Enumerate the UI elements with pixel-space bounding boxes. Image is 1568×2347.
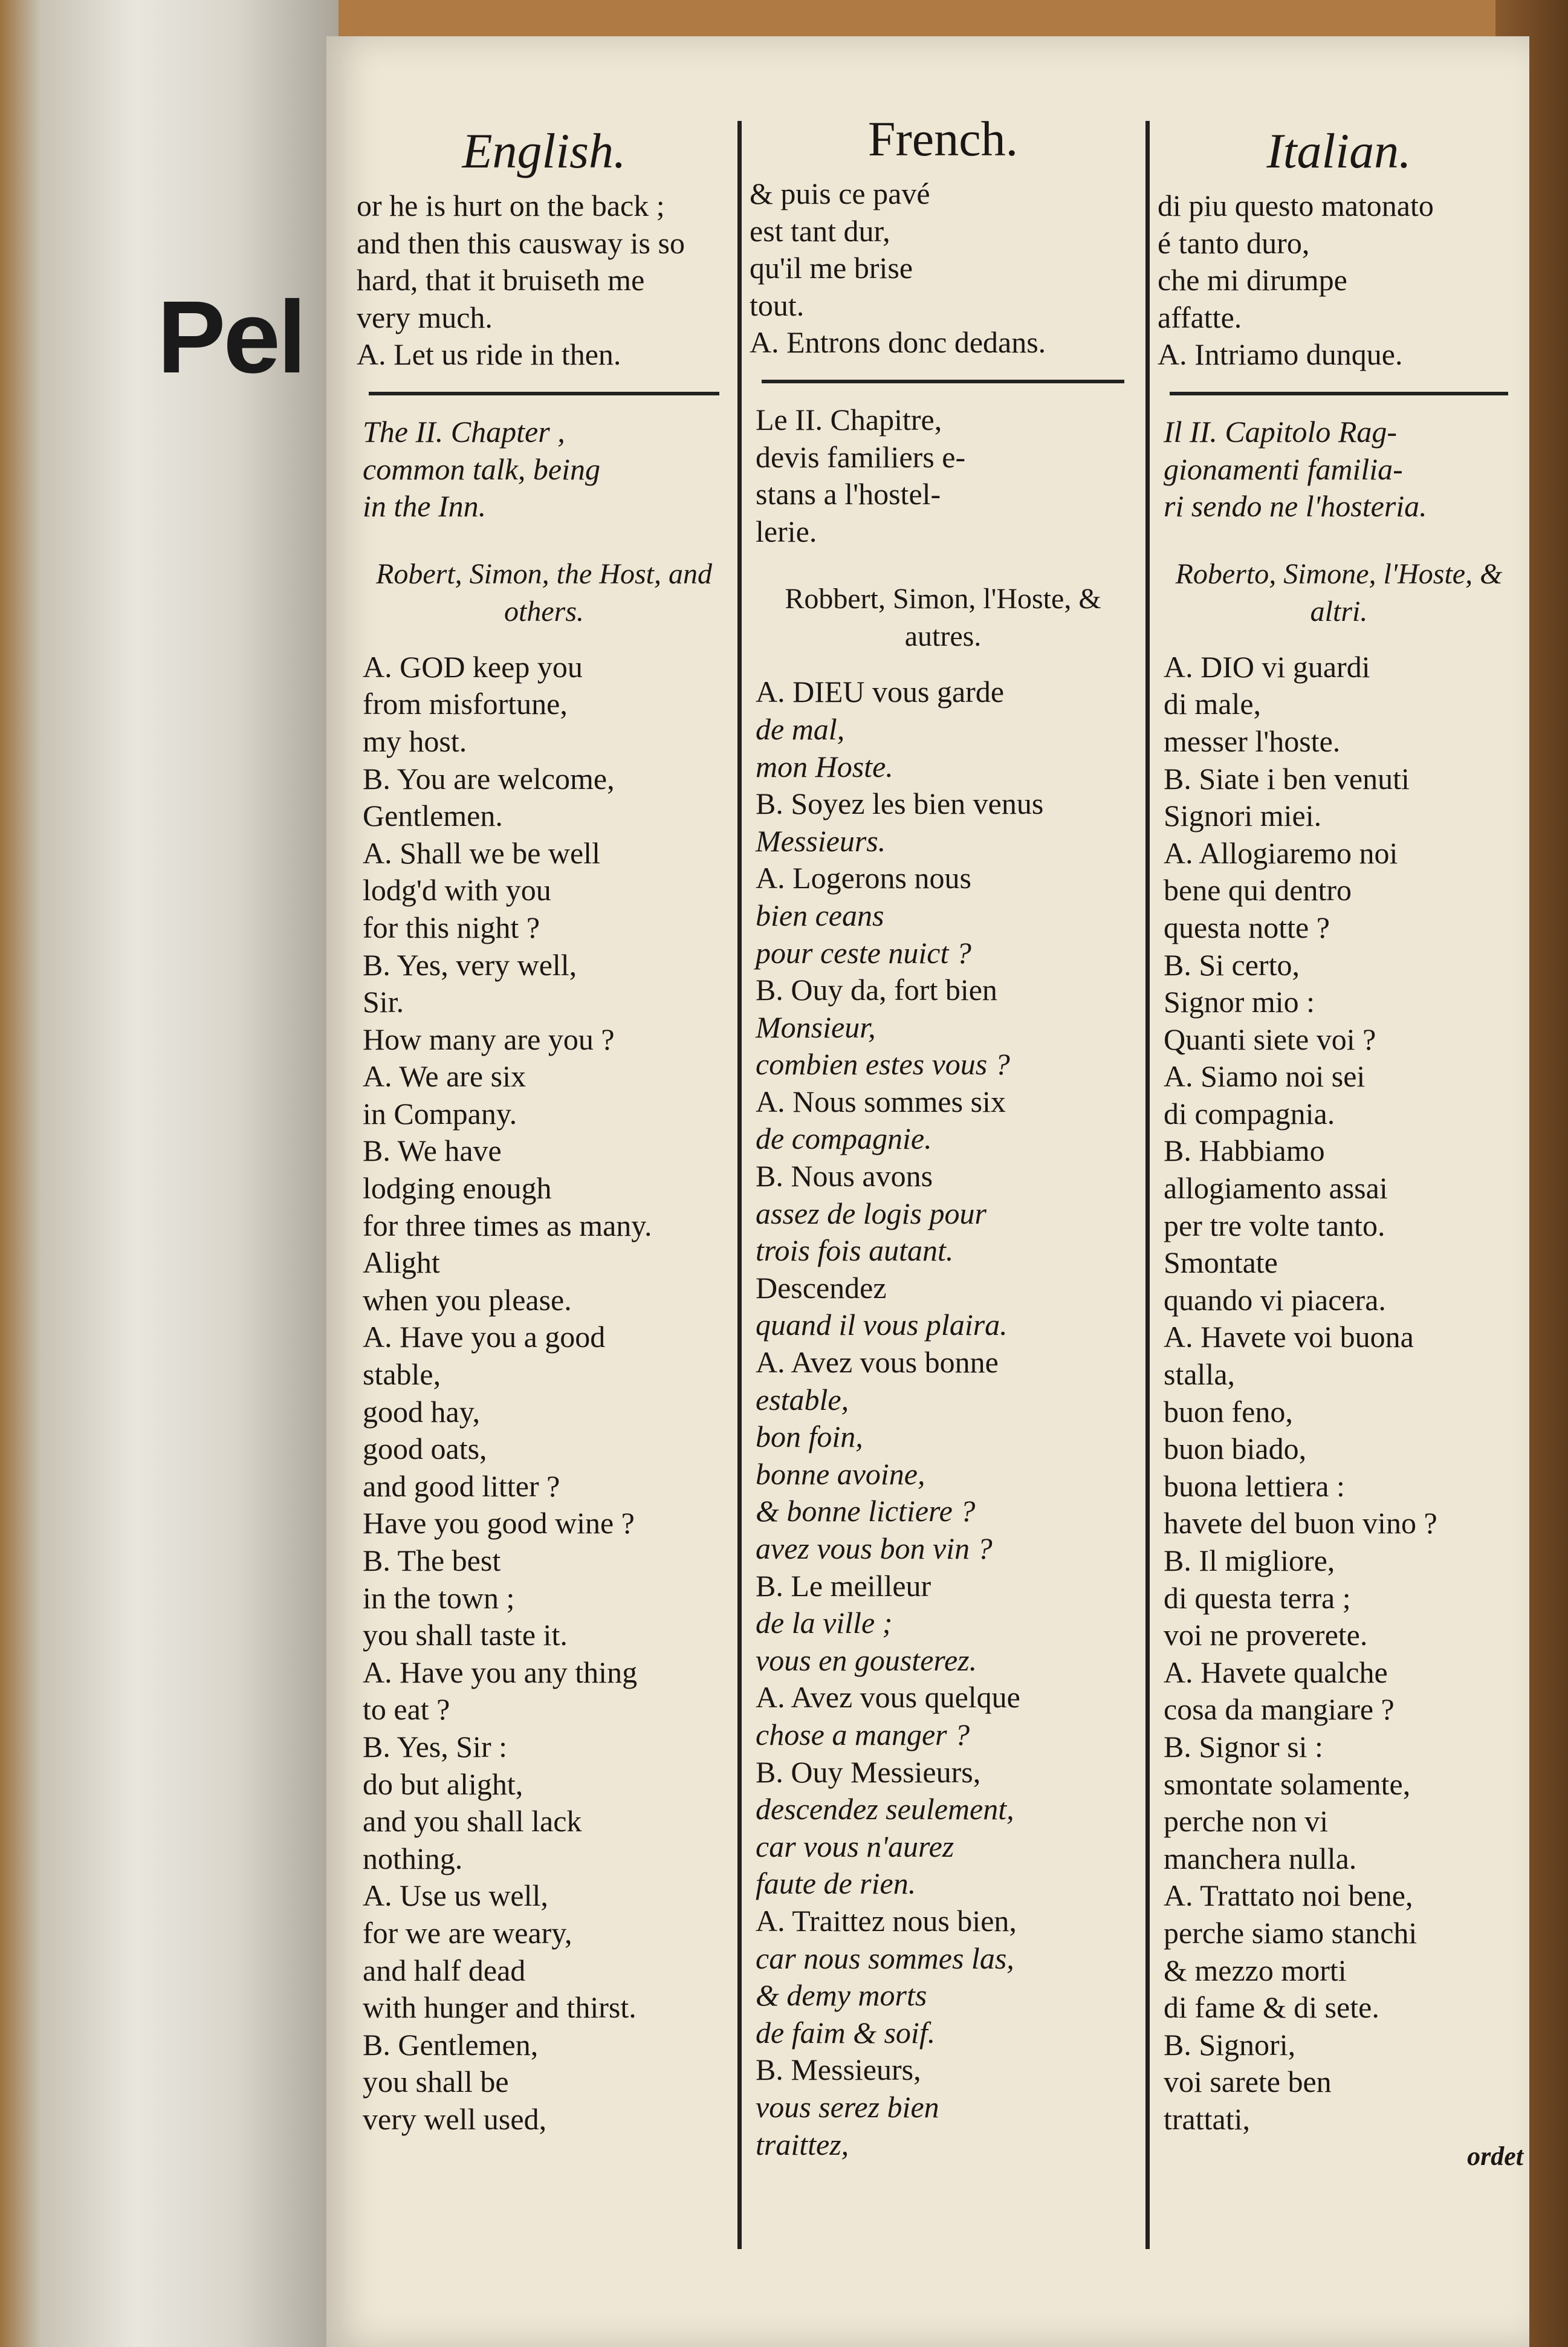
dialogue-line: in Company. — [363, 1096, 517, 1131]
chapter-title — [756, 401, 1130, 550]
intro-line: very much. — [357, 300, 493, 334]
dialogue-line: de faim & soif. — [756, 2015, 936, 2050]
dialogue-line: for we are weary, — [363, 1915, 572, 1950]
dialogue-line: A. We are six — [363, 1059, 526, 1094]
dialogue-line: B. Ouy Messieurs, — [756, 1755, 981, 1789]
dialogue-line: car nous sommes las, — [756, 1941, 1014, 1975]
dialogue-line: messer l'hoste. — [1164, 724, 1341, 758]
column-heading: English. — [462, 123, 626, 178]
chapter-title — [363, 414, 725, 525]
chapter-line: in the Inn. — [363, 489, 487, 524]
dialogue-line: cosa da mangiare ? — [1164, 1692, 1395, 1727]
speakers-line: Roberto, Simone, l'Hoste, & altri. — [1175, 557, 1503, 628]
dialogue-line: bene qui dentro — [1164, 873, 1352, 907]
intro-line: A. Entrons donc dedans. — [750, 325, 1046, 360]
dialogue-line: manchera nulla. — [1164, 1841, 1357, 1875]
dialogue-line: with hunger and thirst. — [363, 1990, 637, 2025]
dialogue-line: smontate solamente, — [1164, 1767, 1411, 1801]
dialogue-line: questa notte ? — [1164, 910, 1330, 944]
dialogue-line: in the town ; — [363, 1580, 515, 1615]
chapter-line: stans a l'hostel- — [756, 477, 941, 511]
dialogue-line: How many are you ? — [363, 1022, 615, 1056]
book-binding — [0, 0, 339, 2347]
section-divider — [762, 380, 1124, 383]
catchword: ordet — [1467, 2141, 1523, 2171]
dialogue-line: A. Havete qualche — [1164, 1655, 1388, 1689]
dialogue-line: A. Have you any thing — [363, 1655, 638, 1689]
dialogue-line: di questa terra ; — [1164, 1580, 1351, 1615]
intro-line: & puis ce pavé — [750, 177, 930, 210]
column-rule — [737, 121, 742, 2249]
dialogue-line: B. Messieurs, — [756, 2053, 921, 2087]
dialogue-line: A. DIEU vous garde — [756, 675, 1005, 709]
dialogue-line: buon biado, — [1164, 1432, 1307, 1466]
column-heading: French. — [867, 111, 1019, 166]
column-english — [357, 36, 731, 2334]
dialogue-line: B. Soyez les bien venus — [756, 787, 1044, 821]
dialogue-line: Monsieur, — [756, 1010, 876, 1044]
dialogue-line: B. Nous avons — [756, 1159, 933, 1193]
dialogue-line: nothing. — [363, 1841, 463, 1875]
intro-line: or he is hurt on the back ; — [357, 189, 665, 222]
dialogue-line: de mal, — [756, 712, 845, 746]
intro-line: hard, that it bruiseth me — [357, 263, 645, 297]
dialogue-line: A. Shall we be well — [363, 836, 600, 870]
intro-text — [357, 187, 731, 374]
dialogue-line: Quanti siete voi ? — [1164, 1022, 1376, 1056]
dialogue-line: B. You are welcome, — [363, 761, 615, 796]
dialogue-line: B. Gentlemen, — [363, 2027, 539, 2062]
dialogue-line: good oats, — [363, 1432, 487, 1466]
dialogue-line: di compagnia. — [1164, 1096, 1335, 1131]
dialogue-line: Signor mio : — [1164, 985, 1315, 1019]
dialogue-line: B. Habbiamo — [1164, 1134, 1325, 1168]
dialogue — [363, 649, 725, 2138]
dialogue-line: B. Yes, very well, — [363, 947, 577, 982]
column-rule — [1145, 121, 1150, 2249]
section-divider — [1170, 392, 1508, 395]
chapter-line: gionamenti familia- — [1164, 452, 1403, 486]
dialogue-line: per tre volte tanto. — [1164, 1208, 1385, 1242]
chapter-title — [1164, 414, 1514, 525]
dialogue-line: bonne avoine, — [756, 1456, 925, 1491]
dialogue-line: faute de rien. — [756, 1866, 916, 1901]
dialogue-line: A. GOD keep you — [363, 649, 583, 684]
dialogue-line: vous en gousterez. — [756, 1643, 977, 1677]
dialogue-line: havete del buon vino ? — [1164, 1506, 1437, 1540]
dialogue-line: mon Hoste. — [756, 749, 893, 784]
dialogue-line: A. Logerons nous — [756, 861, 971, 895]
dialogue-line: A. Nous sommes six — [756, 1084, 1006, 1118]
intro-line: é tanto duro, — [1158, 226, 1310, 260]
dialogue-line: to eat ? — [363, 1692, 450, 1727]
chapter-line: devis familiers e- — [756, 440, 966, 474]
dialogue-line: buon feno, — [1164, 1394, 1293, 1429]
binding-stamp: Pel — [157, 280, 305, 395]
chapter-line: The II. Chapter , — [363, 414, 565, 449]
intro-text — [1158, 187, 1520, 374]
dialogue-line: B. Siate i ben venuti — [1164, 761, 1410, 796]
section-divider — [369, 392, 719, 395]
dialogue-line: you shall taste it. — [363, 1618, 568, 1652]
dialogue-line: A. Havete voi buona — [1164, 1320, 1414, 1354]
dialogue-line: B. Signori, — [1164, 2027, 1296, 2062]
dialogue-line: A. Have you a good — [363, 1320, 606, 1354]
dialogue-line: vous serez bien — [756, 2089, 939, 2124]
dialogue-line: traittez, — [756, 2127, 849, 2161]
speakers-line: Robbert, Simon, l'Hoste, & autres. — [785, 583, 1101, 653]
dialogue-line: Gentlemen. — [363, 799, 503, 833]
dialogue-line: de la ville ; — [756, 1606, 893, 1640]
dialogue-line: and half dead — [363, 1953, 526, 1987]
chapter-line: Il II. Capitolo Rag- — [1164, 414, 1398, 449]
dialogue-line: avez vous bon vin ? — [756, 1531, 993, 1565]
intro-line: A. Let us ride in then. — [357, 337, 621, 372]
dialogue-line: Smontate — [1164, 1245, 1278, 1280]
dialogue — [756, 674, 1130, 2163]
dialogue-line: B. Yes, Sir : — [363, 1729, 507, 1764]
intro-line: tout. — [750, 288, 805, 322]
dialogue-line: voi ne proverete. — [1164, 1618, 1368, 1652]
dialogue-line: and you shall lack — [363, 1804, 582, 1839]
speakers-line: Robert, Simon, the Host, and others. — [376, 557, 712, 628]
dialogue-line: A. Allogiaremo noi — [1164, 836, 1398, 870]
dialogue-line: Sir. — [363, 985, 404, 1019]
intro-line: qu'il me brise — [750, 251, 913, 285]
dialogue-line: A. DIO vi guardi — [1164, 649, 1370, 684]
book-page — [326, 36, 1529, 2347]
intro-line: di piu questo matonato — [1158, 189, 1434, 222]
dialogue-line: Have you good wine ? — [363, 1506, 635, 1540]
dialogue-line: descendez seulement, — [756, 1792, 1014, 1826]
dialogue-line: B. Signor si : — [1164, 1729, 1323, 1764]
column-italian — [1158, 36, 1520, 2334]
dialogue-line: trattati, — [1164, 2102, 1250, 2136]
dialogue-line: chose a manger ? — [756, 1717, 970, 1751]
dialogue-line: perche siamo stanchi — [1164, 1915, 1417, 1950]
dialogue-line: combien estes vous ? — [756, 1047, 1010, 1082]
dialogue-line: quand il vous plaira. — [756, 1308, 1008, 1342]
dialogue-line: quando vi piacera. — [1164, 1282, 1386, 1317]
intro-line: A. Intriamo dunque. — [1158, 337, 1403, 372]
intro-line: che mi dirumpe — [1158, 263, 1347, 297]
dialogue-line: & bonne lictiere ? — [756, 1494, 976, 1528]
column-heading: Italian. — [1266, 123, 1411, 178]
intro-line: affatte. — [1158, 300, 1242, 334]
dialogue-line: de compagnie. — [756, 1122, 932, 1156]
dialogue-line: trois fois autant. — [756, 1233, 954, 1268]
dialogue-line: for this night ? — [363, 910, 540, 944]
dialogue-line: pour ceste nuict ? — [756, 935, 971, 970]
dialogue-line: Alight — [363, 1245, 440, 1280]
dialogue-line: & mezzo morti — [1164, 1953, 1347, 1987]
dialogue-line: bien ceans — [756, 898, 884, 932]
dialogue-line: voi sarete ben — [1164, 2065, 1332, 2099]
dialogue-line: di fame & di sete. — [1164, 1990, 1379, 2025]
dialogue-line: Descendez — [756, 1270, 887, 1305]
dialogue-line: stable, — [363, 1357, 441, 1392]
dialogue-line: A. Trattato noi bene, — [1164, 1878, 1413, 1913]
dialogue-line: lodg'd with you — [363, 873, 551, 907]
dialogue-line: very well used, — [363, 2102, 547, 2136]
dialogue-line: A. Use us well, — [363, 1878, 548, 1913]
dialogue-line: from misfortune, — [363, 687, 568, 721]
dialogue-line: B. Le meilleur — [756, 1568, 931, 1603]
dialogue-line: A. Avez vous quelque — [756, 1680, 1020, 1715]
dialogue-line: you shall be — [363, 2065, 509, 2099]
intro-line: and then this causway is so — [357, 226, 685, 260]
dialogue-line: B. The best — [363, 1544, 501, 1577]
chapter-line: ri sendo ne l'hosteria. — [1164, 489, 1427, 524]
intro-text — [750, 175, 1136, 362]
dialogue-line: di male, — [1164, 687, 1262, 721]
dialogue-line: my host. — [363, 724, 467, 758]
chapter-line: common talk, being — [363, 452, 600, 486]
dialogue-line: estable, — [756, 1382, 849, 1417]
dialogue-line: Messieurs. — [756, 823, 886, 858]
dialogue-line: Signori miei. — [1164, 799, 1322, 833]
dialogue-line: car vous n'aurez — [756, 1829, 954, 1863]
column-french — [750, 36, 1136, 2334]
dialogue-line: B. Si certo, — [1164, 947, 1300, 982]
dialogue-line: do but alight, — [363, 1767, 523, 1801]
dialogue-line: perche non vi — [1164, 1804, 1329, 1839]
dialogue-line: B. Ouy da, fort bien — [756, 973, 997, 1007]
dialogue-line: assez de logis pour — [756, 1196, 986, 1230]
dialogue-line: when you please. — [363, 1282, 572, 1317]
dialogue-line: bon foin, — [756, 1420, 863, 1454]
dialogue-line: stalla, — [1164, 1357, 1236, 1392]
dialogue-line: and good litter ? — [363, 1469, 560, 1503]
dialogue-line: A. Siamo noi sei — [1164, 1059, 1366, 1094]
dialogue-line: for three times as many. — [363, 1208, 652, 1242]
dialogue-line: buona lettiera : — [1164, 1469, 1345, 1503]
dialogue-line: allogiamento assai — [1164, 1171, 1388, 1206]
chapter-line: Le II. Chapitre, — [756, 402, 942, 437]
dialogue-line: B. Il migliore, — [1164, 1544, 1335, 1577]
chapter-line: lerie. — [756, 514, 817, 548]
dialogue-line: B. We have — [363, 1134, 502, 1168]
intro-line: est tant dur, — [750, 213, 890, 248]
dialogue — [1164, 649, 1514, 2138]
dialogue-line: A. Avez vous bonne — [756, 1345, 999, 1380]
dialogue-line: good hay, — [363, 1394, 480, 1429]
dialogue-line: lodging enough — [363, 1171, 552, 1206]
dialogue-line: & demy morts — [756, 1978, 927, 2013]
dialogue-line: A. Traittez nous bien, — [756, 1903, 1017, 1938]
